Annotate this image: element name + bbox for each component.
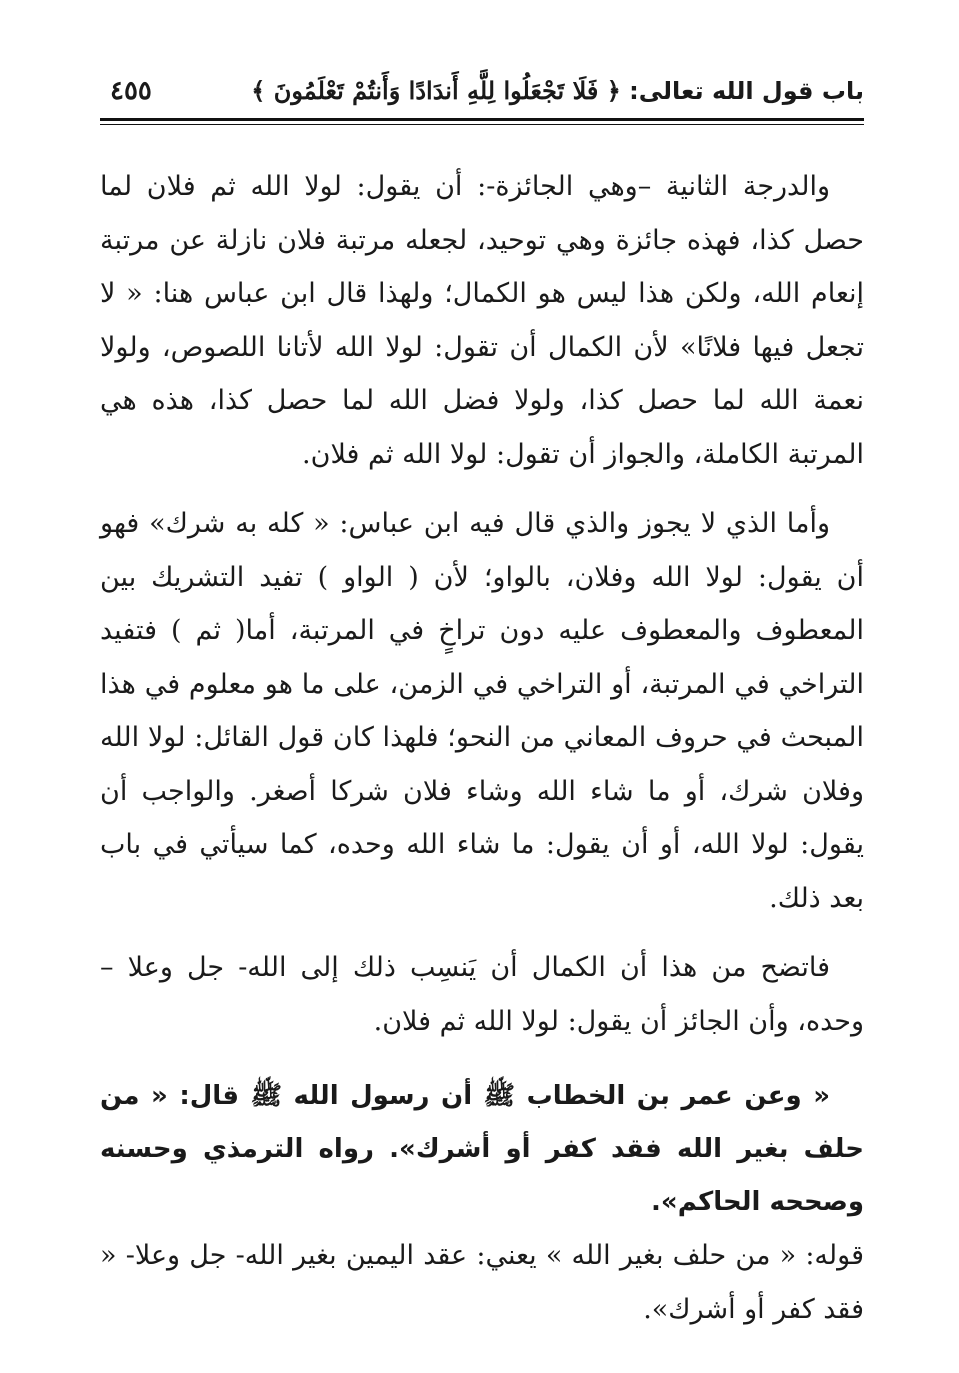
paragraph-conclusion: فاتضح من هذا أن الكمال أن يَنسِب ذلك إلى الله- جل وعلا –وحده، وأن الجائز أن يقول: لولا الله ثم فلان. (100, 952, 864, 1037)
page-number: ٤٥٥ (110, 76, 152, 106)
header-divider-thin (100, 124, 864, 125)
hadith-text: « وعن عمر بن الخطاب ﷺ أن رسول الله ﷺ قال: « من حلف بغير الله فقد كفر أو أشرك». رواه الترمذي وحسنه وصححه الحاكم». (100, 1081, 864, 1217)
paragraph-impermissible: وأما الذي لا يجوز والذي قال فيه ابن عباس: « كله به شرك» فهو أن يقول: لولا الله وفلان، بالواو؛ لأن ( الواو ) تفيد التشريك بين المعطوف والمعطوف عليه دون تراخٍ في المرتبة، أما( ثم ) فتفيد التراخي في المرتبة، أو التراخي في الزمن، على ما هو معلوم في هذا المبحث في حروف المعاني من النحو؛ فلهذا كان قول القائل: لولا الله وفلان شرك، أو ما شاء الله وشاء فلان شركا أصغر. والواجب أن يقول: لولا الله، أو أن يقول: ما شاء الله وحده، كما سيأتي في باب بعد ذلك. (100, 508, 864, 914)
chapter-title-prefix: باب قول الله تعالى: (629, 77, 864, 105)
commentary-text: قوله: « من حلف بغير الله » يعني: عقد اليمين بغير الله- جل وعلا- « فقد كفر أو أشرك». (100, 1240, 864, 1325)
page-body (100, 160, 864, 1336)
chapter-title (251, 76, 864, 105)
running-header (100, 70, 864, 118)
paragraph-second-degree: والدرجة الثانية –وهي الجائزة-: أن يقول: لولا الله ثم فلان لما حصل كذا، فهذه جائزة وهي توحيد، لجعله مرتبة فلان نازلة عن مرتبة إنعام الله، ولكن هذا ليس هو الكمال؛ ولهذا قال ابن عباس هنا: « لا تجعل فيها فلانًا» لأن الكمال أن تقول: لولا الله لأتانا اللصوص، ولولا نعمة الله لما حصل كذا، ولولا فضل الله لما حصل كذا، هذه هي المرتبة الكاملة، والجواز أن تقول: لولا الله ثم فلان. (100, 171, 864, 470)
chapter-title-verse: ﴿ فَلَا تَجْعَلُوا لِلَّهِ أَندَادًا وَأَنتُمْ تَعْلَمُونَ ﴾ (251, 76, 621, 105)
header-divider-thick (100, 118, 864, 121)
